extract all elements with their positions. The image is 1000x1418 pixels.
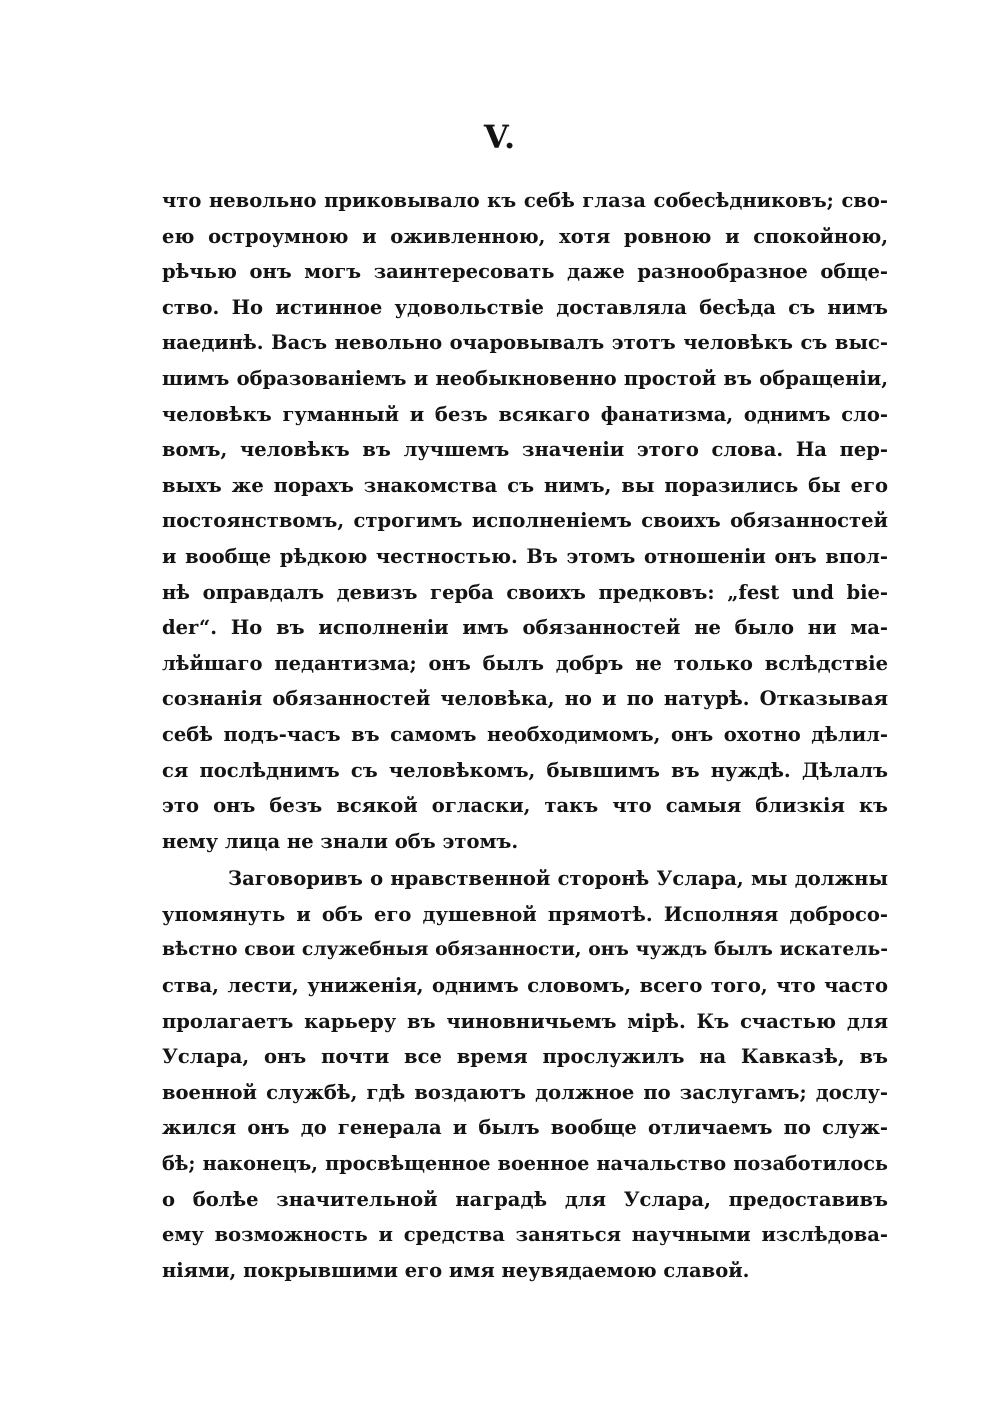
- text-line: шимъ образованіемъ и необыкновенно простой въ обращеніи,: [162, 366, 888, 390]
- paragraph-1: [162, 183, 888, 859]
- text-line: вомъ, человѣкъ въ лучшемъ значеніи этого слова. На пер-: [162, 438, 888, 462]
- text-line: Услара, онъ почти все время прослужилъ на Кавказѣ, въ: [162, 1045, 888, 1069]
- text-line: пролагаетъ карьеру въ чиновничьемъ мірѣ. Къ счастью для: [162, 1009, 888, 1033]
- text-line: постоянствомъ, строгимъ исполненіемъ своихъ обязанностей: [162, 509, 888, 533]
- text-line: нему лица не знали объ этомъ.: [162, 829, 519, 853]
- text-line: и вообще рѣдкою честностью. Въ этомъ отношеніи онъ впол-: [162, 544, 888, 568]
- text-line: ства, лести, униженія, однимъ словомъ, всего того, что часто: [162, 974, 888, 998]
- paragraph-2: [162, 861, 888, 1288]
- body-text: [162, 183, 888, 1288]
- page-number: V.: [483, 118, 517, 156]
- text-line: упомянуть и объ его душевной прямотѣ. Исполняя добросо-: [162, 902, 888, 926]
- text-line: что невольно приковывало къ себѣ глаза собесѣдниковъ; сво-: [162, 189, 888, 212]
- text-line: ся послѣднимъ съ человѣкомъ, бывшимъ въ нуждѣ. Дѣлалъ: [162, 758, 888, 782]
- text-line: жился онъ до генерала и былъ вообще отличаемъ по служ-: [162, 1116, 888, 1140]
- text-line: нѣ оправдалъ девизъ герба своихъ предковъ: „fest und bie-: [162, 580, 888, 604]
- text-line: о болѣе значительной наградѣ для Услара, предоставивъ: [162, 1187, 888, 1211]
- text-line: бѣ; наконецъ, просвѣщенное военное начальство позаботилось: [162, 1152, 888, 1176]
- text-line: выхъ же порахъ знакомства съ нимъ, вы поразились бы его: [162, 473, 888, 497]
- text-line: ство. Но истинное удовольствіе доставляла бесѣда съ нимъ: [162, 295, 888, 319]
- text-line: ніями, покрывшими его имя неувядаемою славой.: [162, 1258, 750, 1282]
- text-line: военной службѣ, гдѣ воздаютъ должное по заслугамъ; дослу-: [162, 1080, 888, 1104]
- text-line: себѣ подъ-часъ въ самомъ необходимомъ, онъ охотно дѣлил-: [162, 722, 888, 746]
- text-line: лѣйшаго педантизма; онъ былъ добръ не только вслѣдствіе: [162, 651, 888, 675]
- text-line: человѣкъ гуманный и безъ всякаго фанатизма, однимъ сло-: [162, 402, 888, 426]
- text-line: ему возможность и средства заняться научными изслѣдова-: [162, 1223, 888, 1247]
- text-line: Заговоривъ о нравственной сторонѣ Услара, мы должны: [228, 867, 888, 891]
- text-line: это онъ безъ всякой огласки, такъ что самыя близкія къ: [162, 794, 888, 818]
- text-line: наединѣ. Васъ невольно очаровывалъ этотъ человѣкъ съ выс-: [162, 331, 888, 355]
- text-line: сознанія обязанностей человѣка, но и по натурѣ. Отказывая: [162, 687, 888, 711]
- text-line: ею остроумною и оживленною, хотя ровною и спокойною,: [162, 224, 888, 248]
- text-line: der“. Но въ исполненіи имъ обязанностей не было ни ма-: [162, 616, 888, 640]
- text-line: вѣстно свои служебныя обязанности, онъ чуждъ былъ искатель-: [162, 938, 888, 961]
- text-line: рѣчью онъ могъ заинтересовать даже разнообразное обще-: [162, 260, 888, 284]
